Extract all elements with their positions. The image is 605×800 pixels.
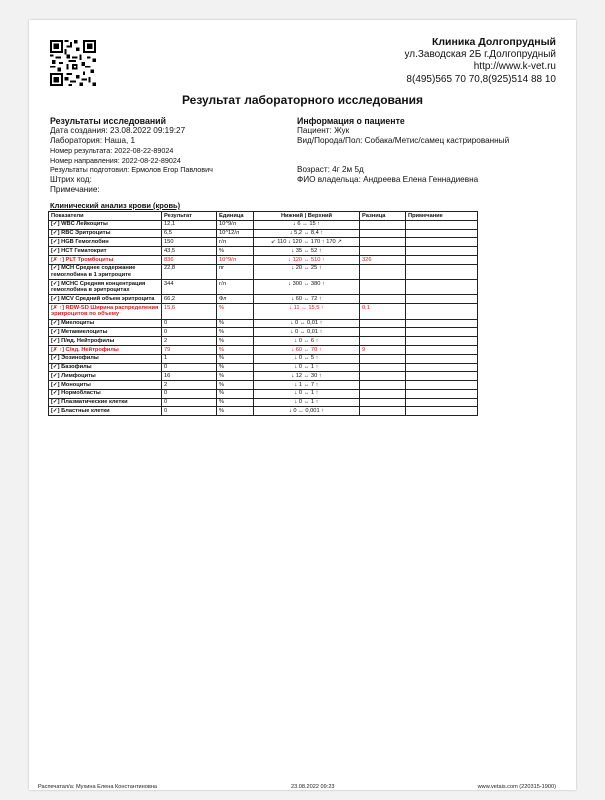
range-cell: ↓ 20 ↔ 25 ↑ xyxy=(254,264,360,279)
patient-species: Вид/Порода/Пол: Собака/Метис/самец кастрированный xyxy=(297,136,510,145)
difference-cell xyxy=(360,328,406,337)
indicator-cell: [✓] WBC Лейкоциты xyxy=(49,220,162,229)
range-cell: ↓ 0 ↔ 5 ↑ xyxy=(254,354,360,363)
owner-name: ФИО владельца: Андреева Елена Геннадиевна xyxy=(297,175,479,184)
unit-cell: % xyxy=(217,381,254,390)
unit-cell: % xyxy=(217,363,254,372)
note-cell xyxy=(406,398,478,407)
unit-cell: % xyxy=(217,304,254,319)
report-title: Результат лабораторного исследования xyxy=(181,93,424,107)
note-cell xyxy=(406,304,478,319)
difference-cell xyxy=(360,389,406,398)
result-cell: 12,1 xyxy=(162,220,217,229)
table-row xyxy=(49,295,478,304)
clinic-phones: 8(495)565 70 70,8(925)514 88 10 xyxy=(406,73,556,85)
difference-cell xyxy=(360,363,406,372)
table-row xyxy=(49,381,478,390)
range-cell: ↓ 0 ↔ 1 ↑ xyxy=(254,363,360,372)
range-cell: ↓ 60 ↔ 72 ↑ xyxy=(254,295,360,304)
header-indicator: Показатели xyxy=(49,212,162,221)
table-row xyxy=(49,264,478,279)
results-heading: Результаты исследований xyxy=(50,116,166,126)
unit-cell: г/л xyxy=(217,238,254,247)
range-cell: ↓ 60 ↔ 70 ↑ xyxy=(254,345,360,354)
indicator-cell: [✗ ↑] PLT Тромбоциты xyxy=(49,255,162,264)
footer-datetime: 23.08.2022 09:23 xyxy=(291,784,335,790)
indicator-cell: [✓] Миелоциты xyxy=(49,319,162,328)
unit-cell: 10^9/л xyxy=(217,220,254,229)
result-cell: 2 xyxy=(162,381,217,390)
note-cell xyxy=(406,407,478,416)
results-info xyxy=(50,116,290,195)
result-cell: 2 xyxy=(162,337,217,346)
table-row xyxy=(49,229,478,238)
header-result: Результат xyxy=(162,212,217,221)
indicator-cell: [✓] Нормобласты xyxy=(49,389,162,398)
unit-cell: % xyxy=(217,337,254,346)
difference-cell: 0,1 xyxy=(360,304,406,319)
result-cell: 836 xyxy=(162,255,217,264)
result-cell: 0 xyxy=(162,363,217,372)
difference-cell xyxy=(360,229,406,238)
table-row xyxy=(49,398,478,407)
range-cell: ↓ 0 ↔ 0,01 ↑ xyxy=(254,328,360,337)
note-cell xyxy=(406,238,478,247)
indicator-cell: [✓] П/яд. Нейтрофилы xyxy=(49,337,162,346)
note-cell xyxy=(406,363,478,372)
difference-cell: 326 xyxy=(360,255,406,264)
difference-cell xyxy=(360,407,406,416)
unit-cell: г/л xyxy=(217,280,254,295)
section-title: Клинический анализ крови (кровь) xyxy=(50,201,181,210)
unit-cell: 10^12/л xyxy=(217,229,254,238)
indicator-cell: [✓] MCH Среднее содержание гемоглобина в 1 эритроците xyxy=(49,264,162,279)
result-cell: 0 xyxy=(162,328,217,337)
table-row xyxy=(49,372,478,381)
indicator-cell: [✓] MCV Средний объем эритроцита xyxy=(49,295,162,304)
difference-cell: 9 xyxy=(360,345,406,354)
clinic-website[interactable]: http://www.k-vet.ru xyxy=(473,61,556,72)
result-cell: 15,6 xyxy=(162,304,217,319)
difference-cell xyxy=(360,220,406,229)
range-cell: ↓ 11 ↔ 15,5 ↑ xyxy=(254,304,360,319)
indicator-cell: [✓] Моноциты xyxy=(49,381,162,390)
table-row xyxy=(49,345,478,354)
patient-heading: Информация о пациенте xyxy=(297,116,405,126)
range-cell: ↓ 0 ↔ 1 ↑ xyxy=(254,398,360,407)
note-cell xyxy=(406,354,478,363)
note-cell xyxy=(406,255,478,264)
unit-cell: % xyxy=(217,328,254,337)
result-cell: 0 xyxy=(162,407,217,416)
table-header-row xyxy=(49,212,478,221)
result-cell: 0 xyxy=(162,319,217,328)
result-cell: 0 xyxy=(162,389,217,398)
difference-cell xyxy=(360,398,406,407)
result-cell: 344 xyxy=(162,280,217,295)
indicator-cell: [✓] RBC Эритроциты xyxy=(49,229,162,238)
difference-cell xyxy=(360,238,406,247)
unit-cell: 10^9/л xyxy=(217,255,254,264)
unit-cell: % xyxy=(217,407,254,416)
patient-name: Пациент: Жук xyxy=(297,126,350,135)
prepared-by: Результаты подготовил: Ермолов Егор Павлович xyxy=(50,165,213,174)
difference-cell xyxy=(360,295,406,304)
indicator-cell: [✓] Базофилы xyxy=(49,363,162,372)
table-row xyxy=(49,238,478,247)
range-cell: ↓ 0 ↔ 0,001 ↑ xyxy=(254,407,360,416)
range-cell: ↓ 5,2 ↔ 8,4 ↑ xyxy=(254,229,360,238)
note-cell xyxy=(406,381,478,390)
difference-cell xyxy=(360,381,406,390)
note-cell xyxy=(406,247,478,256)
note-cell xyxy=(406,345,478,354)
range-cell: ↓ 12 ↔ 30 ↑ xyxy=(254,372,360,381)
note-cell xyxy=(406,319,478,328)
result-number: Номер результата: 2022-08-22-89024 xyxy=(50,146,174,155)
range-cell: ↓ 0 ↔ 0,01 ↑ xyxy=(254,319,360,328)
patient-age: Возраст: 4г 2м 5д xyxy=(297,165,364,174)
result-cell: 16 xyxy=(162,372,217,381)
header-note: Примечание xyxy=(406,212,478,221)
laboratory: Лаборатория: Наша, 1 xyxy=(50,136,136,145)
note-cell xyxy=(406,389,478,398)
table-row xyxy=(49,319,478,328)
result-cell: 150 xyxy=(162,238,217,247)
barcode-label: Штрих код: xyxy=(50,174,92,184)
unit-cell: % xyxy=(217,354,254,363)
lab-report-page xyxy=(29,20,576,790)
note-cell xyxy=(406,229,478,238)
referral-number: Номер направления: 2022-08-22-89024 xyxy=(50,155,181,165)
result-cell: 43,5 xyxy=(162,247,217,256)
footer-printed-by: Распечатал/а: Мухина Елена Константиновна xyxy=(38,784,158,790)
note-cell xyxy=(406,220,478,229)
range-cell: ↓ 0 ↔ 1 ↑ xyxy=(254,389,360,398)
indicator-cell: [✓] Плазматические клетки xyxy=(49,398,162,407)
table-row xyxy=(49,280,478,295)
indicator-cell: [✓] Метамиелоциты xyxy=(49,328,162,337)
header-unit: Единица xyxy=(217,212,254,221)
unit-cell: % xyxy=(217,372,254,381)
range-cell: ↓ 6 ↔ 15 ↑ xyxy=(254,220,360,229)
indicator-cell: [✓] Бластные клетки xyxy=(49,407,162,416)
table-row xyxy=(49,304,478,319)
difference-cell xyxy=(360,280,406,295)
indicator-cell: [✓] Эозинофилы xyxy=(49,354,162,363)
table-row xyxy=(49,337,478,346)
indicator-cell: [✗ ↑] С/яд. Нейтрофилы xyxy=(49,345,162,354)
result-cell: 22,8 xyxy=(162,264,217,279)
result-cell: 6,5 xyxy=(162,229,217,238)
note-cell xyxy=(406,337,478,346)
unit-cell: % xyxy=(217,247,254,256)
indicator-cell: [✓] HCT Гематокрит xyxy=(49,247,162,256)
difference-cell xyxy=(360,372,406,381)
patient-info xyxy=(297,116,567,185)
unit-cell: % xyxy=(217,345,254,354)
note-cell xyxy=(406,280,478,295)
note-cell xyxy=(406,264,478,279)
result-cell: 1 xyxy=(162,354,217,363)
table-row xyxy=(49,354,478,363)
result-cell: 66,2 xyxy=(162,295,217,304)
header-difference: Разница xyxy=(360,212,406,221)
note-cell xyxy=(406,295,478,304)
result-cell: 79 xyxy=(162,345,217,354)
table-row xyxy=(49,247,478,256)
table-row xyxy=(49,363,478,372)
lab-results-table xyxy=(48,211,478,416)
clinic-name: Клиника Долгопрудный xyxy=(431,36,556,48)
clinic-address: ул.Заводская 2Б г.Долгопрудный xyxy=(404,48,556,60)
range-cell: ↙ 110 ↓ 120 ↔ 170 ↑ 170 ↗ xyxy=(254,238,360,247)
table-row xyxy=(49,328,478,337)
indicator-cell: [✓] HGB Гемоглобин xyxy=(49,238,162,247)
difference-cell xyxy=(360,337,406,346)
result-cell: 0 xyxy=(162,398,217,407)
unit-cell: Фл xyxy=(217,295,254,304)
unit-cell: пг xyxy=(217,264,254,279)
qr-code-icon xyxy=(50,40,96,86)
indicator-cell: [✗ ↑] RDW-SD Ширина распределения эритроцитов по объему xyxy=(49,304,162,319)
table-row xyxy=(49,220,478,229)
footer-source: www.vetais.com (220315-1900) xyxy=(477,784,556,790)
clinic-info xyxy=(404,36,556,86)
table-row xyxy=(49,389,478,398)
difference-cell xyxy=(360,354,406,363)
indicator-cell: [✓] Лимфоциты xyxy=(49,372,162,381)
table-row xyxy=(49,255,478,264)
indicator-cell: [✓] MCHC Средняя концентрация гемоглобина в эритроцитах xyxy=(49,280,162,295)
unit-cell: % xyxy=(217,319,254,328)
note-label: Примечание: xyxy=(50,184,100,194)
range-cell: ↓ 1 ↔ 7 ↑ xyxy=(254,381,360,390)
note-cell xyxy=(406,372,478,381)
range-cell: ↓ 35 ↔ 52 ↑ xyxy=(254,247,360,256)
difference-cell xyxy=(360,319,406,328)
range-cell: ↓ 120 ↔ 510 ↑ xyxy=(254,255,360,264)
range-cell: ↓ 0 ↔ 6 ↑ xyxy=(254,337,360,346)
difference-cell xyxy=(360,264,406,279)
created-date: Дата создания: 23.08.2022 09:19:27 xyxy=(50,126,186,135)
table-row xyxy=(49,407,478,416)
note-cell xyxy=(406,328,478,337)
unit-cell: % xyxy=(217,398,254,407)
unit-cell: % xyxy=(217,389,254,398)
header-range: Нижний | Верхний xyxy=(254,212,360,221)
range-cell: ↓ 300 ↔ 380 ↑ xyxy=(254,280,360,295)
difference-cell xyxy=(360,247,406,256)
